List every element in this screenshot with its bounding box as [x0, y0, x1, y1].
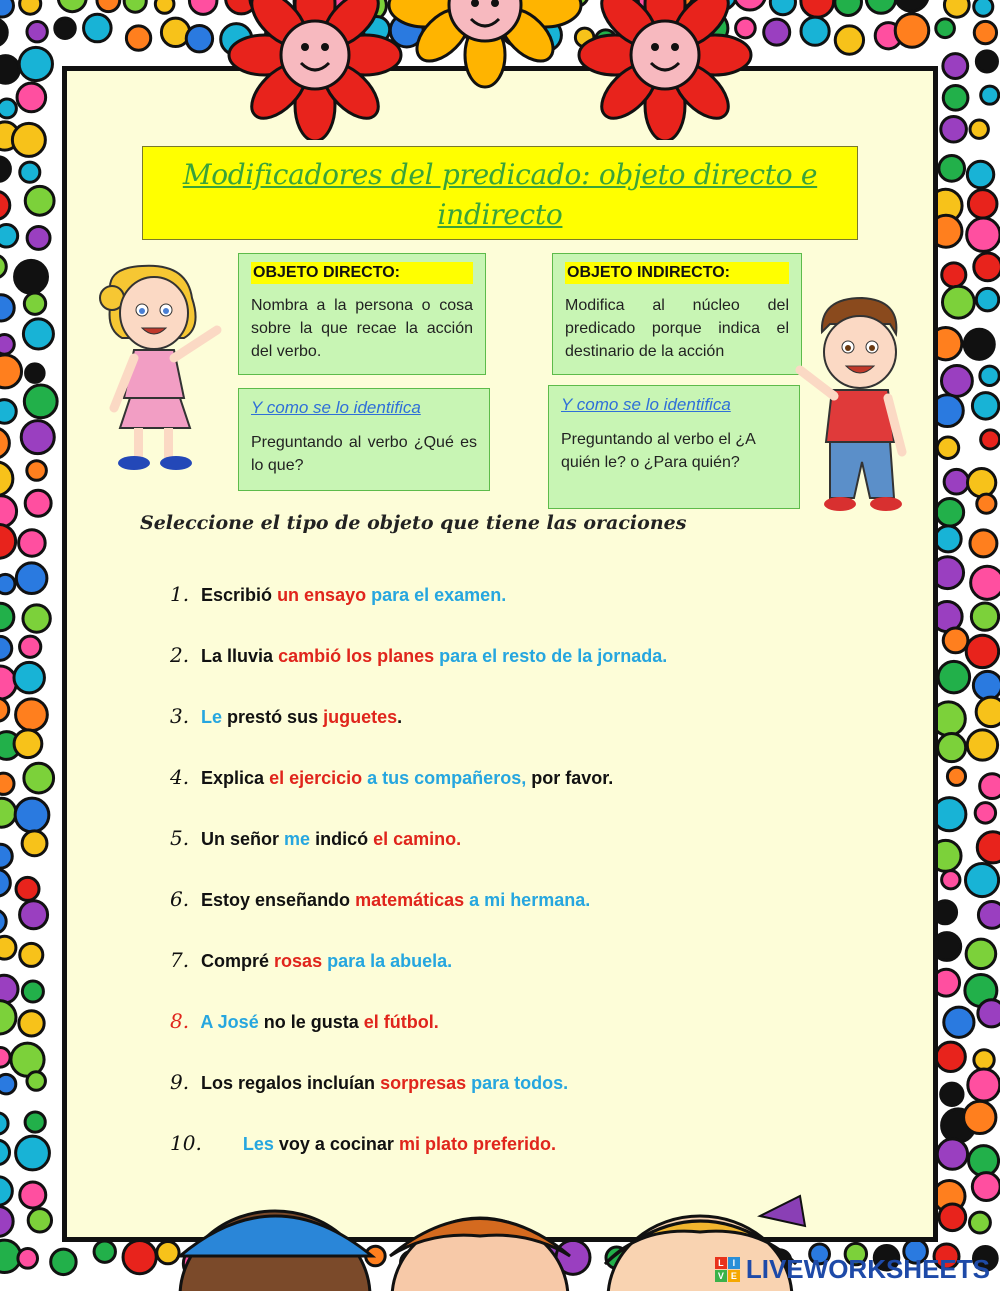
- polka-dot: [27, 1072, 46, 1091]
- polka-dot: [770, 0, 795, 15]
- polka-dot: [942, 871, 960, 889]
- sentence-segment: rosas: [274, 951, 323, 971]
- polka-dot: [21, 421, 54, 454]
- polka-dot: [20, 0, 41, 14]
- sentence-segment: Un señor: [201, 829, 280, 849]
- sentence-number: 2.: [170, 643, 190, 667]
- sentence-item: [170, 760, 667, 821]
- polka-dot: [0, 1001, 16, 1034]
- direct-object-definition-box: [238, 253, 486, 375]
- polka-dot: [19, 1011, 44, 1036]
- polka-dot: [969, 1146, 999, 1176]
- sentence-segment: a mi hermana.: [469, 890, 591, 910]
- polka-dot: [936, 1042, 965, 1071]
- polka-dot: [978, 1000, 1000, 1027]
- polka-dot: [25, 186, 54, 215]
- sentence-segment: La lluvia: [201, 646, 274, 666]
- liveworksheets-logo-icon: L I V E: [715, 1257, 740, 1282]
- polka-dot: [835, 26, 863, 54]
- sentence-segment: un ensayo: [277, 585, 367, 605]
- polka-dot: [937, 1139, 967, 1169]
- polka-dot: [17, 83, 46, 112]
- polka-dot: [942, 286, 974, 318]
- sentence-number: 8.: [170, 1009, 190, 1033]
- polka-dot: [0, 936, 16, 959]
- polka-dot: [0, 225, 18, 248]
- sentence-segment: Estoy enseñando: [201, 890, 351, 910]
- polka-dot: [971, 566, 1000, 599]
- smiling-flower-icon: [200, 0, 760, 140]
- polka-dot: [27, 227, 50, 250]
- sentence-number: 1.: [170, 582, 190, 606]
- polka-dot: [23, 605, 50, 632]
- polka-dot: [0, 428, 9, 459]
- polka-dot: [20, 162, 40, 182]
- polka-dot: [84, 14, 112, 42]
- polka-dot: [0, 255, 6, 278]
- polka-dot: [18, 1249, 38, 1269]
- indirect-object-identify-label: Y como se lo identifica: [561, 395, 731, 414]
- polka-dot: [0, 1177, 12, 1205]
- sentence-item: [170, 1004, 667, 1065]
- polka-dot: [0, 636, 12, 660]
- polka-dot: [0, 1048, 10, 1068]
- sentence-item: [170, 821, 667, 882]
- direct-object-definition: Nombra a la persona o cosa sobre la que recae la acción del verbo.: [251, 297, 473, 360]
- polka-dot: [20, 901, 48, 929]
- polka-dot: [943, 628, 968, 653]
- polka-dot: [0, 1206, 13, 1236]
- polka-dot: [977, 832, 1000, 863]
- polka-dot: [973, 671, 1000, 699]
- polka-dot: [24, 385, 57, 418]
- polka-dot: [970, 120, 988, 138]
- sentence-number: 9.: [170, 1070, 190, 1094]
- sentence-segment: para la abuela.: [327, 951, 453, 971]
- polka-dot: [22, 981, 43, 1002]
- polka-dot: [947, 767, 965, 785]
- polka-dot: [0, 99, 16, 118]
- polka-dot: [0, 355, 22, 388]
- polka-dot: [939, 156, 965, 182]
- polka-dot: [0, 56, 19, 84]
- polka-dot: [155, 0, 174, 13]
- polka-dot: [938, 661, 970, 693]
- polka-dot: [967, 161, 993, 187]
- polka-dot: [965, 863, 998, 896]
- polka-dot: [20, 943, 43, 966]
- sentence-number: 4.: [170, 765, 190, 789]
- polka-dot: [16, 1136, 50, 1170]
- indirect-object-identify-text: Preguntando al verbo el ¿A quién le? o ¿Para quién?: [561, 431, 755, 471]
- polka-dot: [974, 0, 993, 16]
- polka-dot: [835, 0, 862, 15]
- polka-dot: [968, 190, 997, 219]
- polka-dot: [0, 1113, 8, 1134]
- polka-dot: [936, 498, 964, 526]
- sentence-segment: matemáticas: [355, 890, 465, 910]
- polka-dot: [0, 524, 16, 558]
- polka-dot: [0, 603, 14, 630]
- polka-dot: [970, 530, 997, 557]
- sentence-number: 5.: [170, 826, 190, 850]
- sentence-number: 10.: [170, 1131, 202, 1155]
- polka-dot: [938, 734, 966, 762]
- sentence-segment: para el resto de la jornada.: [439, 646, 668, 666]
- polka-dot: [19, 47, 52, 80]
- sentence-segment: Explica: [201, 768, 265, 788]
- polka-dot: [24, 763, 54, 793]
- sentence-item: [170, 577, 667, 638]
- polka-dot: [967, 730, 997, 760]
- polka-dot: [943, 54, 968, 79]
- sentence-segment: Les: [242, 1134, 274, 1154]
- polka-dot: [26, 364, 45, 383]
- polka-dot: [937, 437, 959, 459]
- polka-dot: [974, 253, 1000, 281]
- polka-dot: [981, 86, 999, 104]
- indirect-object-definition-box: [552, 253, 802, 375]
- worksheet-title: Modificadores del predicado: objeto directo e indirecto: [182, 158, 818, 231]
- polka-dot: [976, 288, 998, 310]
- polka-dot: [944, 1007, 974, 1037]
- polka-dot: [971, 603, 998, 630]
- polka-dot: [27, 461, 47, 481]
- polka-dot: [58, 0, 86, 12]
- sentence-segment: para el examen.: [371, 585, 507, 605]
- direct-object-heading: OBJETO DIRECTO:: [251, 262, 473, 284]
- polka-dot: [935, 526, 961, 552]
- sentence-segment: para todos.: [471, 1073, 569, 1093]
- sentence-segment: el ejercicio: [269, 768, 363, 788]
- boy-illustration: [790, 292, 926, 516]
- polka-dot: [0, 334, 14, 354]
- polka-dot: [976, 697, 1000, 726]
- polka-dot: [0, 157, 10, 182]
- polka-dot: [55, 18, 75, 38]
- polka-dot: [895, 14, 929, 48]
- polka-dot: [25, 490, 51, 516]
- sentence-item: [170, 638, 667, 699]
- sentence-segment: sorpresas: [380, 1073, 467, 1093]
- polka-dot: [0, 698, 9, 721]
- sentence-list: [170, 577, 667, 1187]
- sentence-number: 7.: [170, 948, 190, 972]
- polka-dot: [966, 635, 998, 667]
- polka-dot: [968, 1069, 1000, 1101]
- sentence-segment: el fútbol.: [363, 1012, 439, 1032]
- polka-dot: [0, 773, 14, 794]
- polka-dot: [12, 123, 45, 156]
- instruction-text: Seleccione el tipo de objeto que tiene las oraciones: [140, 512, 687, 534]
- indirect-object-definition: Modifica al núcleo del predicado porque indica el destinario de la acción: [565, 297, 789, 360]
- polka-dot: [0, 870, 10, 897]
- sentence-segment: por favor.: [531, 768, 614, 788]
- polka-dot: [939, 1204, 966, 1231]
- polka-dot: [0, 910, 6, 933]
- direct-object-identify-box: [238, 388, 490, 491]
- polka-dot: [0, 975, 18, 1003]
- polka-dot: [23, 319, 53, 349]
- sentence-item: [170, 943, 667, 1004]
- indirect-object-identify-box: [548, 385, 800, 509]
- polka-dot: [28, 1209, 51, 1232]
- polka-dot: [0, 0, 13, 17]
- polka-dot: [967, 469, 995, 497]
- polka-dot: [942, 263, 966, 287]
- polka-dot: [124, 0, 146, 12]
- polka-dot: [0, 295, 14, 321]
- polka-dot: [0, 574, 15, 593]
- watermark-text: LIVEWORKSHEETS: [745, 1254, 990, 1284]
- polka-dot: [972, 393, 998, 419]
- sentence-segment: Le: [201, 707, 223, 727]
- sentence-segment: Escribió: [201, 585, 273, 605]
- polka-dot: [943, 86, 968, 111]
- polka-dot: [15, 260, 48, 293]
- polka-dot: [972, 1173, 1000, 1201]
- polka-dot: [14, 730, 42, 758]
- indirect-object-heading: OBJETO INDIRECTO:: [565, 262, 789, 284]
- polka-dot: [967, 218, 1000, 251]
- sentence-segment: prestó sus: [227, 707, 319, 727]
- sentence-item: [170, 1126, 667, 1187]
- polka-dot: [16, 699, 48, 731]
- polka-dot: [0, 462, 13, 496]
- sentence-number: 3.: [170, 704, 190, 728]
- polka-dot: [0, 798, 16, 827]
- sentence-segment: Los regalos incluían: [201, 1073, 376, 1093]
- polka-dot: [0, 496, 17, 527]
- polka-dot: [941, 365, 972, 396]
- sentence-segment: juguetes: [323, 707, 398, 727]
- polka-dot: [964, 329, 994, 359]
- sentence-item: [170, 882, 667, 943]
- polka-dot: [0, 18, 7, 46]
- polka-dot: [801, 0, 834, 17]
- polka-dot: [941, 1083, 963, 1105]
- liveworksheets-watermark: [715, 1254, 990, 1285]
- polka-dot: [14, 662, 44, 692]
- polka-dot: [764, 19, 790, 45]
- worksheet-title-box: [142, 146, 858, 240]
- polka-dot: [969, 1212, 990, 1233]
- polka-dot: [0, 191, 10, 219]
- polka-dot: [15, 798, 49, 832]
- polka-dot: [977, 494, 996, 513]
- polka-dot: [944, 469, 969, 494]
- direct-object-identify-text: Preguntando al verbo ¿Qué es lo que?: [251, 434, 477, 474]
- sentence-segment: no le gusta: [263, 1012, 359, 1032]
- polka-dot: [24, 293, 45, 314]
- sentence-segment: .: [397, 707, 403, 727]
- polka-dot: [941, 116, 967, 142]
- polka-dot: [966, 939, 996, 969]
- sentence-segment: cambió los planes: [278, 646, 435, 666]
- polka-dot: [944, 0, 969, 17]
- polka-dot: [20, 1182, 46, 1208]
- polka-dot: [0, 844, 12, 868]
- polka-dot: [97, 0, 120, 12]
- polka-dot: [980, 366, 999, 385]
- polka-dot: [27, 22, 47, 42]
- polka-dot: [801, 17, 829, 45]
- polka-dot: [975, 803, 995, 823]
- polka-dot: [964, 1101, 996, 1133]
- polka-dot: [19, 530, 46, 557]
- girl-illustration: [92, 258, 234, 476]
- polka-dot: [976, 51, 997, 72]
- polka-dot: [16, 563, 47, 594]
- polka-dot: [20, 636, 41, 657]
- polka-dot: [978, 902, 1000, 929]
- polka-dot: [895, 0, 928, 11]
- polka-dot: [16, 877, 39, 900]
- polka-dot: [981, 430, 1000, 449]
- sentence-segment: indicó: [315, 829, 369, 849]
- polka-dot: [866, 0, 896, 13]
- polka-dot: [0, 1074, 16, 1094]
- sentence-segment: me: [284, 829, 311, 849]
- sentence-segment: voy a cocinar: [278, 1134, 394, 1154]
- sentence-segment: mi plato preferido.: [398, 1134, 556, 1154]
- polka-dot: [980, 774, 1000, 799]
- sentence-item: [170, 1065, 667, 1126]
- polka-dot: [0, 1140, 10, 1165]
- polka-dot: [0, 400, 16, 424]
- sentence-segment: A José: [200, 1012, 259, 1032]
- sentence-segment: a tus compañeros,: [367, 768, 527, 788]
- polka-dot: [22, 831, 47, 856]
- direct-object-identify-label: Y como se lo identifica: [251, 398, 421, 417]
- sentence-item: [170, 699, 667, 760]
- polka-dot: [974, 1050, 994, 1070]
- polka-dot: [25, 1112, 45, 1132]
- polka-dot: [936, 19, 955, 38]
- sentence-segment: el camino.: [373, 829, 462, 849]
- polka-dot: [126, 26, 150, 50]
- polka-dot: [974, 21, 996, 43]
- sentence-number: 6.: [170, 887, 190, 911]
- sentence-segment: Compré: [201, 951, 270, 971]
